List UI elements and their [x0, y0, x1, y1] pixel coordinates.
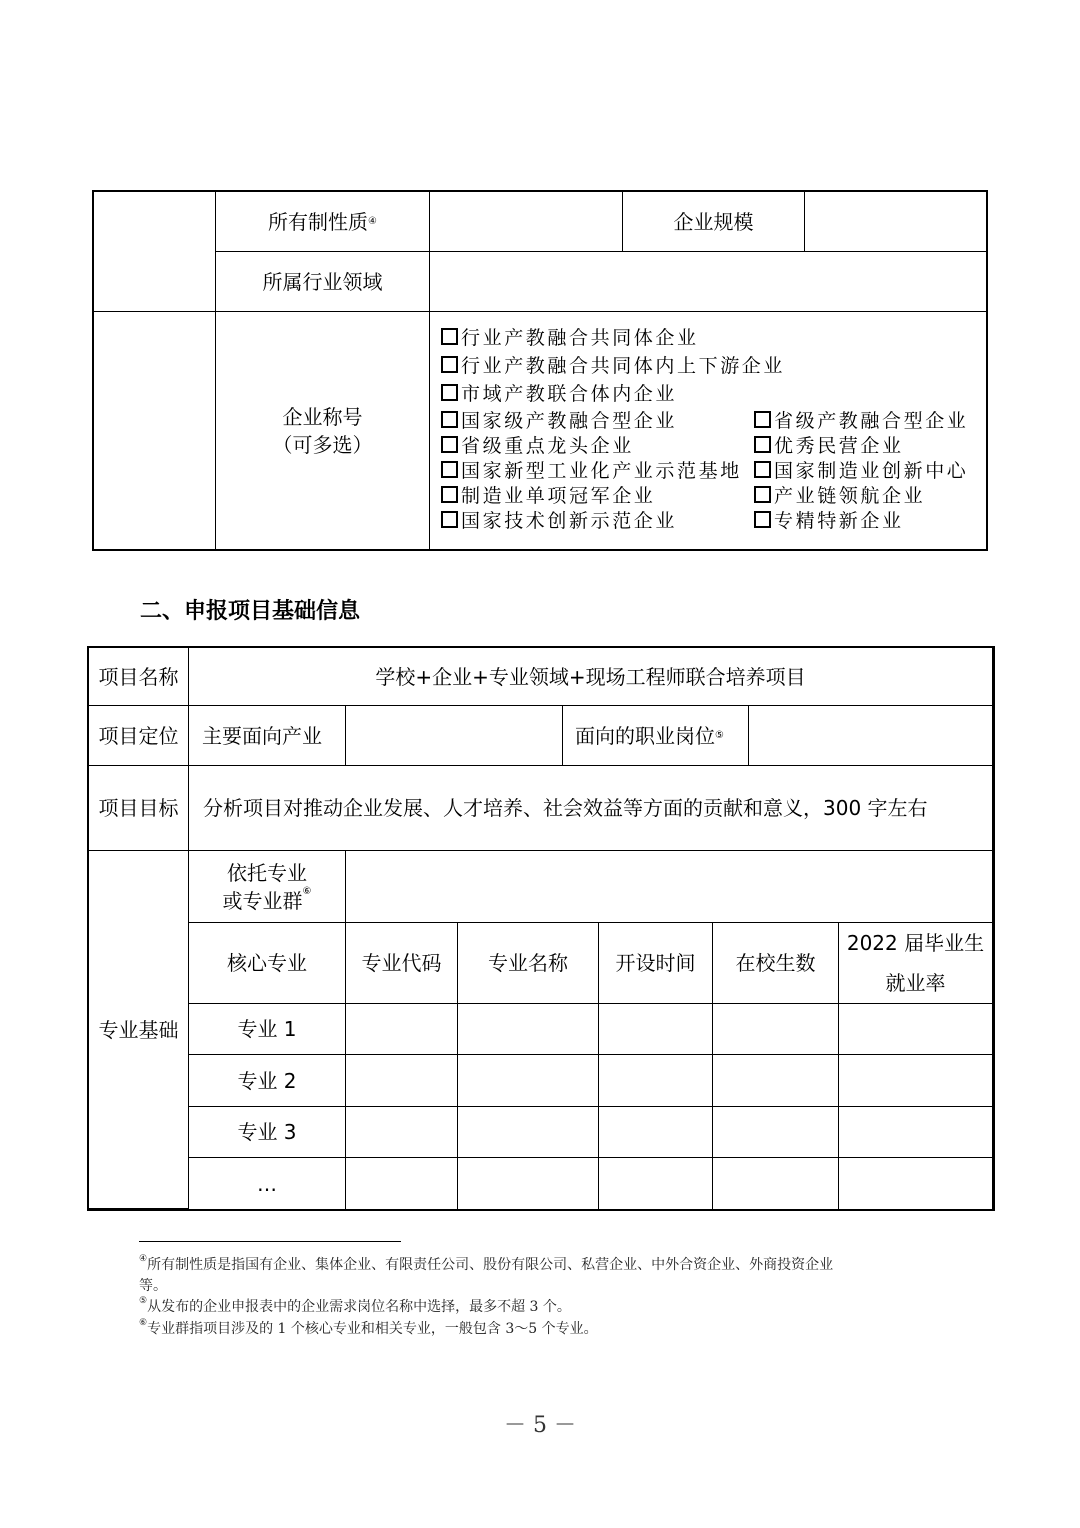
- checkbox-icon[interactable]: [754, 436, 771, 453]
- footnote-ref: ⑤: [715, 729, 724, 741]
- option[interactable]: [441, 354, 785, 379]
- group-label: [188, 850, 346, 923]
- footnote-text: 专业群指项目涉及的 1 个核心专业和相关专业，一般包含 3～5 个专业。: [147, 1321, 598, 1337]
- major-row-cell[interactable]: [457, 1054, 599, 1107]
- checkbox-icon[interactable]: [441, 384, 458, 401]
- header-major-code: 专业代码: [345, 922, 458, 1004]
- major-row-cell[interactable]: [345, 1003, 458, 1055]
- header-line2: 就业率: [885, 971, 946, 995]
- group-label-line2: 或专业群: [222, 888, 303, 913]
- major-row-cell[interactable]: [712, 1003, 839, 1055]
- checkbox-icon[interactable]: [441, 328, 458, 345]
- major-row-cell[interactable]: [598, 1106, 713, 1158]
- major-row-cell[interactable]: [712, 1157, 839, 1210]
- header-employment-rate: [838, 922, 993, 1004]
- major-row-cell[interactable]: [457, 1157, 599, 1210]
- footnote-4: [139, 1254, 833, 1274]
- base-label: 专业基础: [88, 850, 189, 1209]
- checkbox-icon[interactable]: [441, 486, 458, 503]
- job-label-text: 面向的职业岗位: [575, 723, 715, 748]
- option[interactable]: [441, 382, 785, 407]
- section-title: 二、申报项目基础信息: [140, 599, 361, 624]
- option[interactable]: [441, 326, 785, 351]
- option-label: 优秀民营企业: [774, 435, 904, 457]
- option[interactable]: [754, 484, 968, 509]
- option[interactable]: [441, 409, 742, 434]
- ownership-value[interactable]: [429, 191, 623, 252]
- option-label: 市域产教联合体内企业: [461, 383, 678, 405]
- checkbox-icon[interactable]: [754, 411, 771, 428]
- option[interactable]: [754, 509, 968, 534]
- option[interactable]: [441, 509, 742, 534]
- ownership-label-text: 所有制性质: [268, 209, 369, 234]
- major-row-cell[interactable]: [345, 1106, 458, 1158]
- major-row-label: 专业 3: [188, 1106, 346, 1158]
- header-open-time: 开设时间: [598, 922, 713, 1004]
- page-number: － 5 －: [504, 1413, 576, 1438]
- header-major-name: 专业名称: [457, 922, 599, 1004]
- title-label: [215, 311, 430, 550]
- title-options-right: [754, 409, 968, 534]
- footnote-ref: ⑥: [302, 885, 312, 897]
- footnote-mark: ⑤: [139, 1296, 148, 1306]
- major-row-cell[interactable]: [457, 1003, 599, 1055]
- footnote-text: 所有制性质是指国有企业、集体企业、有限责任公司、股份有限公司、私营企业、中外合资企业、外商投资企业: [147, 1257, 834, 1273]
- major-row-cell[interactable]: [598, 1157, 713, 1210]
- blank-cell: [93, 311, 216, 550]
- footnote-ref: ④: [368, 215, 377, 227]
- option-label: 专精特新企业: [774, 510, 904, 532]
- major-row-label: …: [188, 1157, 346, 1210]
- footnote-6: [139, 1318, 598, 1338]
- checkbox-icon[interactable]: [754, 461, 771, 478]
- option-label: 行业产教融合共同体企业: [461, 327, 699, 349]
- footnote-5: [139, 1296, 571, 1316]
- option-label: 国家级产教融合型企业: [461, 410, 678, 432]
- option[interactable]: [754, 409, 968, 434]
- option[interactable]: [754, 434, 968, 459]
- header-students: 在校生数: [712, 922, 839, 1004]
- checkbox-icon[interactable]: [441, 461, 458, 478]
- option-label: 行业产教融合共同体内上下游企业: [461, 355, 786, 377]
- industry-label: 所属行业领域: [215, 251, 430, 312]
- major-row-cell[interactable]: [838, 1054, 993, 1107]
- scale-value[interactable]: [804, 191, 987, 252]
- industry-value[interactable]: [345, 705, 563, 766]
- option-label: 省级产教融合型企业: [774, 410, 969, 432]
- footnote-divider: [139, 1241, 401, 1242]
- project-name-value[interactable]: 学校+企业+专业领域+现场工程师联合培养项目: [188, 647, 993, 706]
- option-label: 产业链领航企业: [774, 485, 926, 507]
- major-row-label: 专业 1: [188, 1003, 346, 1055]
- scale-label: 企业规模: [622, 191, 805, 252]
- industry-label: 主要面向产业: [188, 705, 346, 766]
- job-value[interactable]: [748, 705, 993, 766]
- ownership-label: [215, 191, 430, 252]
- major-row-cell[interactable]: [838, 1106, 993, 1158]
- option-label: 省级重点龙头企业: [461, 435, 634, 457]
- major-row-cell[interactable]: [838, 1157, 993, 1210]
- option[interactable]: [441, 434, 742, 459]
- project-name-label: 项目名称: [88, 647, 189, 706]
- checkbox-icon[interactable]: [441, 411, 458, 428]
- job-label: [562, 705, 749, 766]
- checkbox-icon[interactable]: [441, 356, 458, 373]
- checkbox-icon[interactable]: [441, 436, 458, 453]
- major-row-cell[interactable]: [712, 1106, 839, 1158]
- option-label: 国家新型工业化产业示范基地: [461, 460, 742, 482]
- checkbox-icon[interactable]: [441, 511, 458, 528]
- option[interactable]: [441, 459, 742, 484]
- footnote-4-cont: 等。: [139, 1278, 167, 1294]
- footnote-text: 从发布的企业申报表中的企业需求岗位名称中选择，最多不超 3 个。: [147, 1299, 571, 1315]
- checkbox-icon[interactable]: [754, 486, 771, 503]
- checkbox-icon[interactable]: [754, 511, 771, 528]
- title-options-left: [441, 409, 742, 534]
- group-value[interactable]: [345, 850, 993, 923]
- option[interactable]: [441, 484, 742, 509]
- project-goal-value[interactable]: 分析项目对推动企业发展、人才培养、社会效益等方面的贡献和意义，300 字左右: [188, 765, 993, 851]
- title-label-line2: （可多选）: [272, 432, 373, 457]
- major-row-cell[interactable]: [457, 1106, 599, 1158]
- title-label-line1: 企业称号: [282, 404, 363, 429]
- footnote-mark: ⑥: [139, 1318, 148, 1328]
- project-goal-label: 项目目标: [88, 765, 189, 851]
- major-row-cell[interactable]: [712, 1054, 839, 1107]
- footnote-mark: ④: [139, 1254, 148, 1264]
- option-label: 制造业单项冠军企业: [461, 485, 656, 507]
- major-row-cell[interactable]: [598, 1003, 713, 1055]
- blank-cell: [93, 191, 216, 312]
- major-row-cell[interactable]: [838, 1003, 993, 1055]
- option-label: 国家技术创新示范企业: [461, 510, 678, 532]
- major-row-label: 专业 2: [188, 1054, 346, 1107]
- major-row-cell[interactable]: [345, 1157, 458, 1210]
- major-row-cell[interactable]: [598, 1054, 713, 1107]
- industry-value[interactable]: [429, 251, 987, 312]
- option-label: 国家制造业创新中心: [774, 460, 969, 482]
- title-options-single: [441, 326, 785, 407]
- project-position-label: 项目定位: [88, 705, 189, 766]
- header-line1: 2022 届毕业生: [846, 931, 985, 955]
- header-core-major: 核心专业: [188, 922, 346, 1004]
- group-label-line1: 依托专业: [227, 860, 307, 885]
- option[interactable]: [754, 459, 968, 484]
- major-row-cell[interactable]: [345, 1054, 458, 1107]
